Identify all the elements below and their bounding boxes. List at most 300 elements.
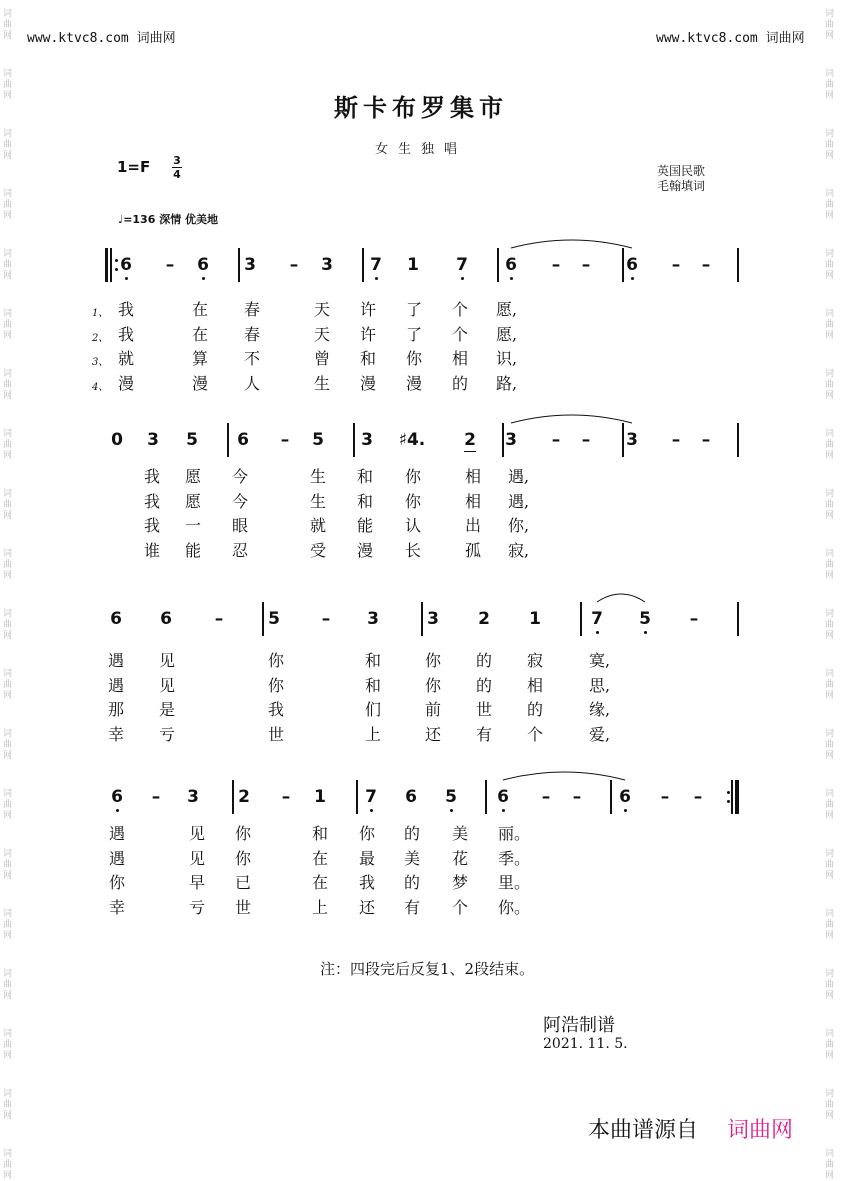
watermark-char: 网	[825, 91, 835, 101]
lyric-char: 前	[425, 700, 442, 719]
watermark-char: 词	[825, 69, 835, 79]
bar-line	[356, 780, 358, 814]
lyric-char: 和	[365, 675, 382, 695]
lyric-char: 还	[359, 897, 376, 917]
lyric-char: 路,	[496, 373, 518, 393]
note: 7	[456, 255, 468, 275]
watermark-char: 网	[825, 751, 835, 761]
watermark-char: 网	[825, 451, 835, 461]
lyric-char: 一	[185, 516, 202, 535]
note: 5	[445, 787, 457, 807]
watermark-char: 曲	[3, 380, 13, 390]
bar-line	[580, 602, 582, 636]
watermark-char: 网	[825, 331, 835, 341]
note: 6	[111, 787, 123, 807]
note: 3	[361, 430, 373, 450]
note: 1	[529, 609, 541, 629]
note: –	[151, 787, 161, 807]
note: –	[214, 609, 224, 629]
lyric-char: 春	[244, 324, 261, 344]
watermark-char: 曲	[3, 860, 13, 870]
lyric-char: 相	[465, 491, 482, 511]
lyric-char: 们	[365, 700, 382, 719]
watermark-char: 词	[825, 969, 835, 979]
note: –	[551, 255, 561, 275]
lyric-char: 亏	[189, 897, 206, 917]
performance-note: 注：四段完后反复1、2段结束。	[320, 960, 535, 978]
lyric-char: 的	[527, 700, 544, 719]
lyric-char: 寂	[527, 651, 544, 670]
lyric-char: 你	[425, 675, 442, 695]
lyric-char: 漫	[357, 540, 374, 560]
note: –	[289, 255, 299, 275]
bar-line	[232, 780, 234, 814]
header-site-left[interactable]: www.ktvc8.com 词曲网	[27, 31, 176, 46]
watermark-char: 词	[825, 549, 835, 559]
note: 6	[110, 609, 122, 629]
note: 6	[619, 787, 631, 807]
lyric-char: 出	[465, 516, 482, 535]
watermark-char: 曲	[825, 1040, 835, 1050]
lyric-char: 缘,	[589, 700, 611, 719]
note: 6	[160, 609, 172, 629]
low-octave-dot	[450, 809, 453, 812]
note: 3	[367, 609, 379, 629]
watermark-char: 网	[3, 31, 13, 41]
watermark-char: 词	[825, 1149, 835, 1159]
lyric-char: 孤	[465, 540, 482, 560]
watermark-char: 曲	[3, 1100, 13, 1110]
verse-number: 3、	[92, 357, 109, 368]
credits	[657, 164, 705, 194]
watermark-char: 词	[3, 249, 13, 259]
watermark-char: 词	[3, 549, 13, 559]
note: 1	[314, 787, 326, 807]
note: 6	[120, 255, 132, 275]
watermark-char: 网	[3, 1171, 13, 1181]
verse-number: 1、	[92, 308, 109, 319]
watermark-char: 词	[825, 609, 835, 619]
lyric-char: 和	[357, 467, 374, 486]
bar-line	[227, 423, 229, 457]
song-subtitle: 女生独唱	[374, 142, 467, 157]
lyric-char: 遇,	[508, 491, 530, 511]
watermark-char: 曲	[3, 980, 13, 990]
lyric-char: 美	[452, 824, 469, 843]
key-signature: 1=F	[117, 158, 151, 176]
watermark-char: 网	[825, 1171, 835, 1181]
lyric-char: 你	[406, 349, 423, 368]
watermark-char: 词	[3, 369, 13, 379]
lyric-char: 天	[314, 324, 331, 344]
lyric-char: 见	[189, 848, 206, 868]
note: 3	[505, 430, 517, 450]
lyric-char: 许	[360, 324, 377, 344]
bar-line	[737, 423, 739, 457]
lyric-char: 认	[405, 516, 422, 535]
lyric-char: 和	[312, 824, 329, 843]
watermark-char: 词	[3, 429, 13, 439]
watermark-char: 曲	[3, 560, 13, 570]
note: 6	[626, 255, 638, 275]
watermark-char: 曲	[825, 80, 835, 90]
watermark-char: 曲	[3, 320, 13, 330]
watermark-char: 曲	[3, 80, 13, 90]
watermark-char: 网	[3, 151, 13, 161]
lyric-char: 我	[144, 516, 161, 535]
lyric-char: 了	[406, 300, 423, 319]
watermark-char: 曲	[3, 1040, 13, 1050]
note: 0	[111, 430, 123, 450]
lyric-char: 世	[235, 897, 252, 917]
repeat-start-thick	[105, 248, 108, 282]
lyric-char: 你。	[498, 897, 531, 917]
note: –	[572, 787, 582, 807]
watermark-char: 网	[3, 391, 13, 401]
lyric-char: 相	[527, 675, 544, 695]
header-site-right[interactable]: www.ktvc8.com 词曲网	[656, 31, 805, 46]
note: –	[581, 255, 591, 275]
verse-number: 4、	[92, 381, 109, 393]
repeat-dot	[727, 791, 730, 794]
watermark-char: 词	[3, 69, 13, 79]
note: 1	[407, 255, 419, 275]
watermark-char: 网	[3, 571, 13, 581]
song-title: 斯卡布罗集市	[334, 94, 508, 122]
bar-line	[622, 248, 624, 282]
watermark-char: 词	[825, 489, 835, 499]
source-site-link[interactable]: 词曲网	[727, 1118, 794, 1143]
watermark-char: 网	[825, 991, 835, 1001]
watermark-char: 网	[3, 211, 13, 221]
repeat-end-thin	[731, 780, 733, 814]
credit-lyricist: 毛翰填词	[657, 179, 706, 193]
lyric-char: 遇	[109, 824, 126, 843]
lyric-char: 生	[310, 467, 327, 486]
watermark-char: 词	[3, 609, 13, 619]
watermark-char: 网	[3, 991, 13, 1001]
watermark-char: 词	[3, 489, 13, 499]
note: –	[165, 255, 175, 275]
lyric-char: 相	[452, 349, 469, 368]
low-octave-dot	[125, 277, 128, 280]
watermark-char: 网	[825, 691, 835, 701]
lyric-char: 里。	[498, 873, 531, 892]
low-octave-dot	[461, 277, 464, 280]
lyric-char: 愿	[185, 467, 202, 486]
repeat-dot	[115, 259, 118, 262]
lyric-char: 在	[192, 300, 209, 319]
watermark-char: 词	[825, 849, 835, 859]
low-octave-dot	[202, 277, 205, 280]
watermark-char: 词	[825, 429, 835, 439]
watermark-char: 曲	[3, 920, 13, 930]
watermark-char: 网	[825, 1111, 835, 1121]
lyric-char: 那	[108, 700, 125, 719]
lyric-char: 思,	[589, 675, 611, 695]
watermark-char: 网	[3, 631, 13, 641]
watermark-char: 网	[3, 931, 13, 941]
watermark-char: 词	[3, 1149, 13, 1159]
note: –	[541, 787, 551, 807]
watermark-char: 曲	[3, 620, 13, 630]
lyric-char: 能	[185, 540, 202, 560]
watermark-char: 词	[3, 1029, 13, 1039]
note: 7	[365, 787, 377, 807]
bar-line	[238, 248, 240, 282]
note: –	[693, 787, 703, 807]
note: 5	[268, 609, 280, 629]
lyric-char: 个	[452, 300, 469, 319]
lyric-char: 上	[365, 724, 382, 744]
lyric-char: 还	[425, 724, 442, 744]
note: 6	[497, 787, 509, 807]
lyric-char: 今	[232, 467, 249, 486]
watermark-char: 曲	[825, 200, 835, 210]
lyric-char: 丽。	[498, 824, 531, 843]
note: –	[321, 609, 331, 629]
bar-line	[737, 602, 739, 636]
note: –	[689, 609, 699, 629]
credit-origin: 英国民歌	[657, 164, 706, 178]
lyric-char: 漫	[192, 373, 209, 393]
lyric-char: 和	[360, 349, 377, 368]
watermark-char: 曲	[3, 1160, 13, 1170]
watermark-char: 词	[3, 729, 13, 739]
low-octave-dot	[375, 277, 378, 280]
watermark-char: 曲	[825, 620, 835, 630]
lyric-char: 你,	[508, 516, 530, 535]
lyric-char: 曾	[314, 349, 331, 368]
lyric-char: 漫	[118, 373, 135, 393]
lyric-char: 世	[476, 700, 493, 719]
lyric-char: 忍	[232, 540, 249, 560]
lyric-char: 遇	[109, 848, 126, 868]
note: ♯4.	[398, 430, 426, 450]
watermark-char: 曲	[3, 680, 13, 690]
lyric-char: 梦	[452, 873, 469, 892]
watermark-char: 词	[3, 789, 13, 799]
note: –	[660, 787, 670, 807]
watermark-char: 词	[3, 909, 13, 919]
lyric-char: 我	[268, 700, 285, 719]
lyric-char: 你	[235, 848, 252, 868]
low-octave-dot	[116, 809, 119, 812]
lyric-char: 谁	[144, 540, 161, 560]
watermark-char: 网	[825, 211, 835, 221]
lyric-char: 爱,	[589, 724, 611, 744]
low-octave-dot	[510, 277, 513, 280]
lyric-char: 遇	[108, 675, 125, 695]
watermark-char: 曲	[3, 260, 13, 270]
watermark-char: 网	[3, 331, 13, 341]
lyric-char: 许	[360, 300, 377, 319]
lyric-char: 了	[406, 324, 423, 344]
watermark-char: 曲	[825, 1100, 835, 1110]
watermark-char: 曲	[825, 500, 835, 510]
note: 3	[626, 430, 638, 450]
note: 5	[639, 609, 651, 629]
note: 3	[427, 609, 439, 629]
lyric-char: 寂,	[508, 540, 530, 560]
repeat-dot	[727, 800, 730, 803]
lyric-char: 相	[465, 467, 482, 486]
watermark-char: 词	[825, 789, 835, 799]
lyric-char: 你	[359, 824, 376, 843]
lyric-char: 见	[189, 824, 206, 843]
lyric-char: 漫	[406, 373, 423, 393]
lyric-char: 亏	[159, 724, 176, 744]
lyric-char: 我	[359, 873, 376, 892]
lyric-char: 长	[405, 540, 422, 560]
watermark-char: 词	[825, 1029, 835, 1039]
watermark-char: 词	[825, 669, 835, 679]
lyric-char: 的	[476, 651, 493, 670]
bar-line	[485, 780, 487, 814]
watermark-char: 网	[3, 1051, 13, 1061]
watermark-char: 网	[3, 691, 13, 701]
lyric-char: 有	[476, 724, 493, 744]
watermark-char: 曲	[825, 320, 835, 330]
watermark-char: 曲	[3, 200, 13, 210]
watermark-char: 曲	[3, 740, 13, 750]
low-octave-dot	[644, 631, 647, 634]
lyric-char: 愿,	[496, 300, 518, 319]
lyric-char: 就	[118, 349, 135, 368]
watermark-char: 词	[825, 129, 835, 139]
watermark-char: 网	[825, 151, 835, 161]
lyric-char: 遇,	[508, 467, 530, 486]
watermark-char: 曲	[825, 920, 835, 930]
note: 3	[321, 255, 333, 275]
lyric-char: 愿,	[496, 324, 518, 344]
lyric-char: 遇	[108, 651, 125, 670]
lyric-char: 你	[109, 873, 126, 892]
watermark-char: 曲	[3, 440, 13, 450]
lyric-char: 我	[144, 491, 161, 511]
watermark-char: 网	[3, 1111, 13, 1121]
watermark-char: 曲	[825, 140, 835, 150]
bar-line	[497, 248, 499, 282]
watermark-char: 网	[825, 391, 835, 401]
note: –	[581, 430, 591, 450]
note: –	[701, 255, 711, 275]
repeat-start-thin	[110, 248, 112, 282]
time-signature-top: 3	[173, 154, 181, 167]
lyric-char: 我	[144, 467, 161, 486]
watermark-char: 词	[825, 9, 835, 19]
low-octave-dot	[624, 809, 627, 812]
watermark-char: 词	[3, 129, 13, 139]
lyric-char: 在	[312, 873, 329, 892]
watermark-char: 网	[825, 931, 835, 941]
note: –	[280, 430, 290, 450]
lyric-char: 春	[244, 300, 261, 319]
lyric-char: 幸	[109, 897, 126, 917]
lyric-char: 生	[310, 491, 327, 511]
lyric-char: 受	[310, 540, 327, 560]
lyric-char: 美	[404, 848, 421, 868]
watermark-char: 网	[825, 511, 835, 521]
watermark-char: 词	[825, 249, 835, 259]
watermark-char: 网	[3, 751, 13, 761]
watermark-char: 曲	[825, 380, 835, 390]
watermark-char: 网	[3, 511, 13, 521]
watermark-char: 网	[825, 631, 835, 641]
watermark-char: 词	[825, 1089, 835, 1099]
watermark-char: 曲	[3, 500, 13, 510]
time-signature	[172, 154, 182, 181]
score-maker: 阿浩制谱	[543, 1015, 615, 1036]
lyric-char: 就	[310, 516, 327, 535]
bar-line	[362, 248, 364, 282]
watermark-char: 网	[3, 451, 13, 461]
lyric-char: 你	[425, 651, 442, 670]
note: 2	[464, 430, 476, 450]
watermark-char: 词	[3, 189, 13, 199]
lyric-char: 已	[235, 873, 252, 892]
note: 6	[505, 255, 517, 275]
time-signature-bottom: 4	[173, 168, 181, 181]
lyric-char: 识,	[496, 349, 518, 368]
lyric-char: 早	[189, 873, 206, 892]
lyric-char: 个	[452, 324, 469, 344]
note: 7	[591, 609, 603, 629]
watermark-char: 词	[825, 909, 835, 919]
watermark-char: 曲	[825, 560, 835, 570]
lyric-char: 你	[405, 491, 422, 511]
source-label: 本曲谱源自	[588, 1118, 699, 1143]
watermark-char: 词	[3, 309, 13, 319]
lyric-char: 个	[527, 724, 544, 744]
low-octave-dot	[631, 277, 634, 280]
note: 2	[478, 609, 490, 629]
watermark-char: 词	[825, 189, 835, 199]
watermark-char: 词	[3, 969, 13, 979]
note: –	[551, 430, 561, 450]
lyric-char: 在	[192, 324, 209, 344]
lyric-char: 你	[268, 675, 285, 695]
bar-line	[622, 423, 624, 457]
watermark-char: 网	[825, 571, 835, 581]
lyric-char: 见	[159, 651, 176, 670]
lyric-char: 的	[404, 824, 421, 843]
watermark-char: 词	[825, 309, 835, 319]
lyric-char: 算	[192, 349, 209, 368]
low-octave-dot	[502, 809, 505, 812]
low-octave-dot	[596, 631, 599, 634]
watermark-char: 网	[825, 1051, 835, 1061]
note: 6	[405, 787, 417, 807]
lyric-char: 你	[405, 467, 422, 486]
watermark-char: 曲	[3, 800, 13, 810]
watermark-char: 词	[3, 1089, 13, 1099]
watermark-char: 网	[3, 91, 13, 101]
note: 5	[186, 430, 198, 450]
note: 3	[244, 255, 256, 275]
low-octave-dot	[370, 809, 373, 812]
lyric-char: 有	[404, 897, 421, 917]
watermark-char: 网	[3, 271, 13, 281]
note: –	[671, 255, 681, 275]
lyric-char: 见	[159, 675, 176, 695]
lyric-char: 最	[359, 848, 376, 868]
bar-line	[421, 602, 423, 636]
note: –	[701, 430, 711, 450]
bar-line	[610, 780, 612, 814]
lyric-char: 不	[244, 349, 261, 368]
watermark-char: 词	[3, 849, 13, 859]
